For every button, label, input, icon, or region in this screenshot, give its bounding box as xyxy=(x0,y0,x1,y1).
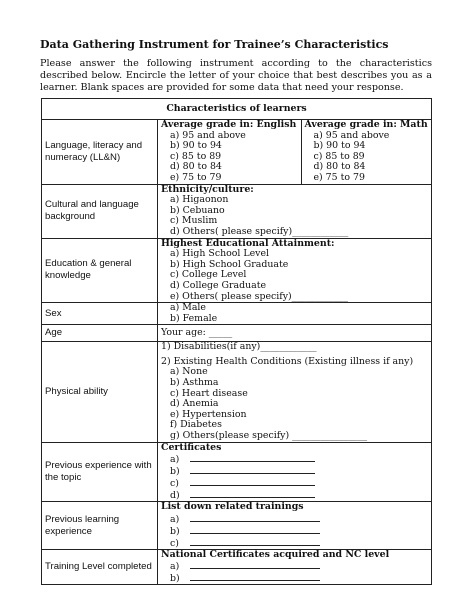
english-grade-option[interactable]: d) 80 to 84 xyxy=(170,161,222,173)
health-condition-option[interactable]: b) Asthma xyxy=(170,377,219,389)
math-grade-option[interactable]: b) 90 to 94 xyxy=(313,140,366,152)
label-training-level: Training Level completed xyxy=(42,549,158,585)
label-education: Education & general knowledge xyxy=(42,238,158,303)
education-heading: Highest Educational Attainment: xyxy=(161,237,335,249)
english-grade-option[interactable]: a) 95 and above xyxy=(170,129,246,141)
row-training-level xyxy=(42,549,432,585)
certificates-heading: Certificates xyxy=(161,441,222,453)
math-grade-option[interactable]: d) 80 to 84 xyxy=(313,161,366,173)
education-option[interactable]: c) College Level xyxy=(170,269,247,281)
education-option[interactable]: a) High School Level xyxy=(170,248,270,260)
label-age: Age xyxy=(42,325,158,342)
education-option[interactable]: d) College Graduate xyxy=(170,279,267,291)
sex-option[interactable]: a) Male xyxy=(170,302,206,314)
ethnicity-option[interactable]: c) Muslim xyxy=(170,215,218,227)
nc-heading: National Certificates acquired and NC level xyxy=(161,548,390,560)
option-letter: c) xyxy=(170,537,179,549)
english-grade-option[interactable]: b) 90 to 94 xyxy=(170,140,222,152)
math-grade-option[interactable]: c) 85 to 89 xyxy=(313,150,365,162)
ethnicity-option[interactable]: b) Cebuano xyxy=(170,204,225,216)
english-grade-option[interactable]: c) 85 to 89 xyxy=(170,150,222,162)
grade-subtable xyxy=(161,120,431,184)
option-letter: a) xyxy=(170,561,180,573)
certificate-blank[interactable] xyxy=(190,477,315,486)
ethnicity-option[interactable]: d) Others( please specify)____________ xyxy=(170,225,349,237)
row-culture xyxy=(42,184,432,238)
row-language xyxy=(42,120,432,185)
label-previous-learning: Previous learning experience xyxy=(42,502,158,550)
training-blank[interactable] xyxy=(190,513,320,522)
option-letter: b) xyxy=(170,573,180,585)
math-grade-option[interactable]: a) 95 and above xyxy=(313,129,390,141)
sex-option[interactable]: b) Female xyxy=(170,312,218,324)
disabilities-question[interactable]: 1) Disabilities(if any)____________ xyxy=(161,341,317,353)
health-condition-option[interactable]: f) Diabetes xyxy=(170,419,222,431)
label-physical: Physical ability xyxy=(42,342,158,442)
education-option[interactable]: b) High School Graduate xyxy=(170,258,289,270)
label-sex: Sex xyxy=(42,303,158,325)
instructions-paragraph: Please answer the following instrument according to the characteristics described below. Encircle the letter of your choice that best describes you as a learner. Blank spaces are provided for some data that need your response. xyxy=(40,58,432,94)
row-physical xyxy=(42,342,432,442)
certificate-blank[interactable] xyxy=(190,453,315,462)
document-title: Data Gathering Instrument for Trainee’s Characteristics xyxy=(40,38,389,51)
characteristics-table xyxy=(41,98,432,585)
table-header: Characteristics of learners xyxy=(42,99,432,120)
row-sex xyxy=(42,303,432,325)
label-previous-experience: Previous experience with the topic xyxy=(42,442,158,502)
nc-blank[interactable] xyxy=(190,560,320,569)
option-letter: d) xyxy=(170,490,180,502)
option-letter: a) xyxy=(170,454,180,466)
option-letter: c) xyxy=(170,478,179,490)
nc-blank[interactable] xyxy=(190,572,320,581)
math-grade-option[interactable]: e) 75 to 79 xyxy=(313,171,365,183)
health-condition-option[interactable]: a) None xyxy=(170,366,208,378)
row-previous-learning xyxy=(42,502,432,550)
health-conditions-question: 2) Existing Health Conditions (Existing illness if any) xyxy=(161,355,414,367)
training-blank[interactable] xyxy=(190,537,320,546)
row-age xyxy=(42,325,432,342)
training-blank[interactable] xyxy=(190,525,320,534)
option-letter: a) xyxy=(170,513,180,525)
certificate-blank[interactable] xyxy=(190,489,315,498)
health-condition-option[interactable]: e) Hypertension xyxy=(170,408,247,420)
row-previous-experience xyxy=(42,442,432,502)
health-condition-option[interactable]: c) Heart disease xyxy=(170,387,248,399)
culture-heading: Ethnicity/culture: xyxy=(161,183,254,195)
trainings-heading: List down related trainings xyxy=(161,501,304,513)
ethnicity-option[interactable]: a) Higaonon xyxy=(170,194,229,206)
certificate-blank[interactable] xyxy=(190,465,315,474)
math-heading: Average grade in: Math xyxy=(304,119,428,130)
english-heading: Average grade in: English xyxy=(161,119,297,130)
option-letter: b) xyxy=(170,525,180,537)
label-language: Language, literacy and numeracy (LL&N) xyxy=(42,120,158,185)
label-culture: Cultural and language background xyxy=(42,184,158,238)
health-condition-option[interactable]: d) Anemia xyxy=(170,398,219,410)
option-letter: b) xyxy=(170,466,180,478)
age-field[interactable]: Your age: _____ xyxy=(158,325,432,342)
row-education xyxy=(42,238,432,303)
health-condition-option[interactable]: g) Others(please specify) ________________ xyxy=(170,430,368,442)
english-grade-option[interactable]: e) 75 to 79 xyxy=(170,171,222,183)
education-option[interactable]: e) Others( please specify)____________ xyxy=(170,290,348,302)
